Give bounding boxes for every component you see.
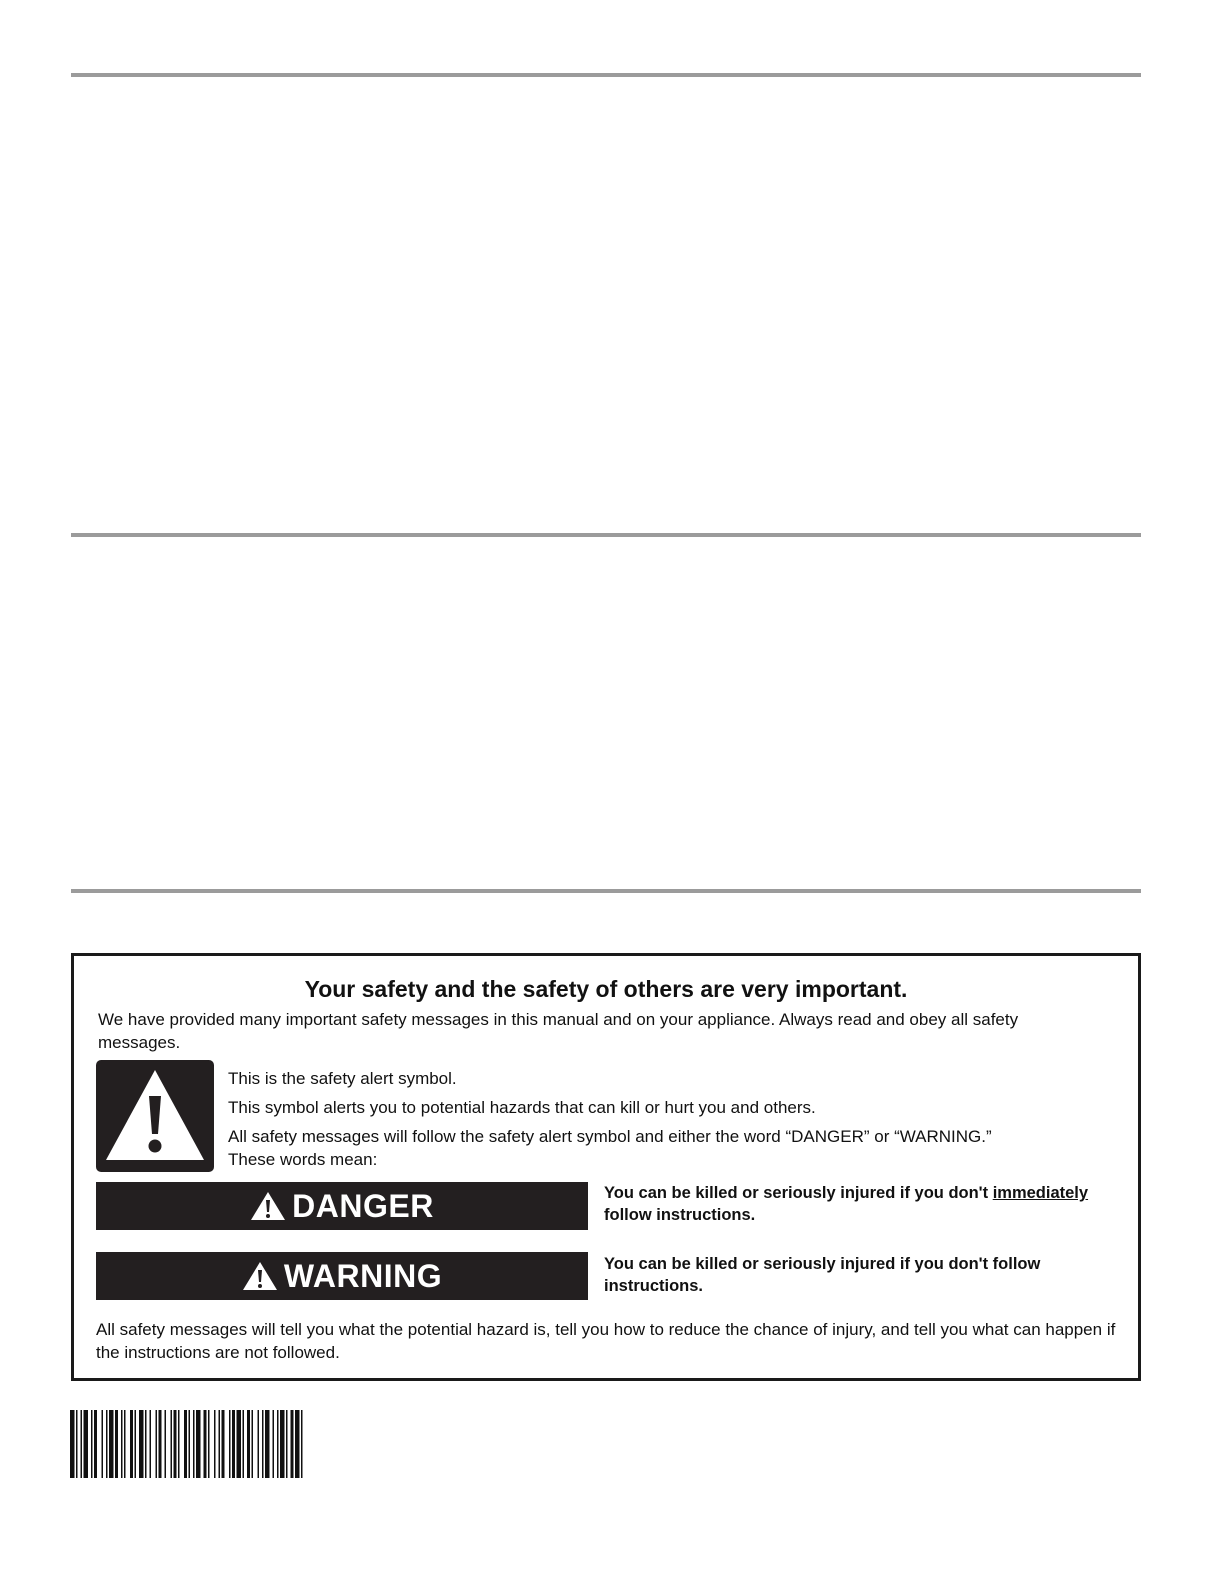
barcode-bar (222, 1410, 225, 1478)
danger-alert-icon (250, 1191, 286, 1221)
barcode-bar (219, 1410, 221, 1478)
barcode-bar (135, 1410, 137, 1478)
barcode-bar (277, 1410, 279, 1478)
barcode-bar (171, 1410, 173, 1478)
barcode-bar (145, 1410, 147, 1478)
warning-label: WARNING (283, 1257, 443, 1294)
barcode-bar (102, 1410, 104, 1478)
barcode-bar (295, 1410, 300, 1478)
barcode-bar (237, 1410, 242, 1478)
barcode-bar (106, 1410, 108, 1478)
barcode-bar (258, 1410, 260, 1478)
barcode-bar (196, 1410, 201, 1478)
danger-banner (96, 1182, 588, 1230)
divider-bottom (71, 889, 1141, 893)
barcode-bar (286, 1410, 288, 1478)
barcode-bar (121, 1410, 123, 1478)
barcode-bar (243, 1410, 245, 1478)
warning-banner (96, 1252, 588, 1300)
barcode-bar (139, 1410, 144, 1478)
safety-alert-icon (96, 1060, 214, 1172)
barcode-bar (178, 1410, 180, 1478)
barcode-bar (165, 1410, 167, 1478)
barcode-bar (232, 1410, 235, 1478)
danger-description (604, 1182, 1129, 1226)
danger-text-before: You can be killed or seriously injured if you don't (604, 1184, 993, 1202)
barcode-bar (174, 1410, 177, 1478)
barcode-bar (208, 1410, 210, 1478)
barcode-bar (301, 1410, 303, 1478)
barcode-bar (184, 1410, 187, 1478)
safety-box-title: Your safety and the safety of others are very important. (304, 976, 908, 1002)
barcode-bar (76, 1410, 78, 1478)
alert-line-1: This is the safety alert symbol. (228, 1069, 457, 1088)
barcode-bar (94, 1410, 97, 1478)
barcode-bar (280, 1410, 285, 1478)
barcode-bar (193, 1410, 195, 1478)
alert-line-4: These words mean: (228, 1150, 378, 1169)
warning-description: You can be killed or seriously injured if you don't follow instructions. (604, 1255, 1041, 1295)
barcode-bar (115, 1410, 118, 1478)
barcode-bar (273, 1410, 275, 1478)
barcode-bar (130, 1410, 133, 1478)
barcode-bar (150, 1410, 152, 1478)
danger-label: DANGER (292, 1187, 434, 1224)
barcode-bar (204, 1410, 207, 1478)
barcode-bar (189, 1410, 191, 1478)
safety-notice-box (71, 953, 1141, 1381)
divider-top (71, 73, 1141, 77)
barcode (70, 1410, 355, 1478)
divider-middle (71, 533, 1141, 537)
barcode-bar (156, 1410, 158, 1478)
barcode-bar (265, 1410, 270, 1478)
barcode-bar (262, 1410, 264, 1478)
barcode-bar (159, 1410, 162, 1478)
alert-line-2: This symbol alerts you to potential hazards that can kill or hurt you and others. (228, 1098, 816, 1117)
barcode-bar (81, 1410, 83, 1478)
barcode-bar (70, 1410, 75, 1478)
safety-footer-text: All safety messages will tell you what the potential hazard is, tell you how to reduce the chance of injury, and tell you what can happen if the instructions are not followed. (96, 1320, 1116, 1362)
barcode-bar (214, 1410, 216, 1478)
barcode-bar (124, 1410, 126, 1478)
danger-text-emphasis: immediately (992, 1184, 1089, 1202)
warning-alert-icon (242, 1261, 278, 1291)
barcode-bar (91, 1410, 93, 1478)
barcode-bar (247, 1410, 250, 1478)
barcode-bar (229, 1410, 231, 1478)
danger-text-after: follow instructions. (604, 1206, 756, 1224)
barcode-bar (84, 1410, 89, 1478)
safety-intro-text: We have provided many important safety messages in this manual and on your appliance. Always read and obey all safety messages. (98, 1010, 1019, 1052)
alert-line-3: All safety messages will follow the safety alert symbol and either the word “DANGER” or “WARNING.” (228, 1127, 992, 1146)
barcode-bar (291, 1410, 294, 1478)
barcode-bar (109, 1410, 114, 1478)
barcode-bar (252, 1410, 254, 1478)
